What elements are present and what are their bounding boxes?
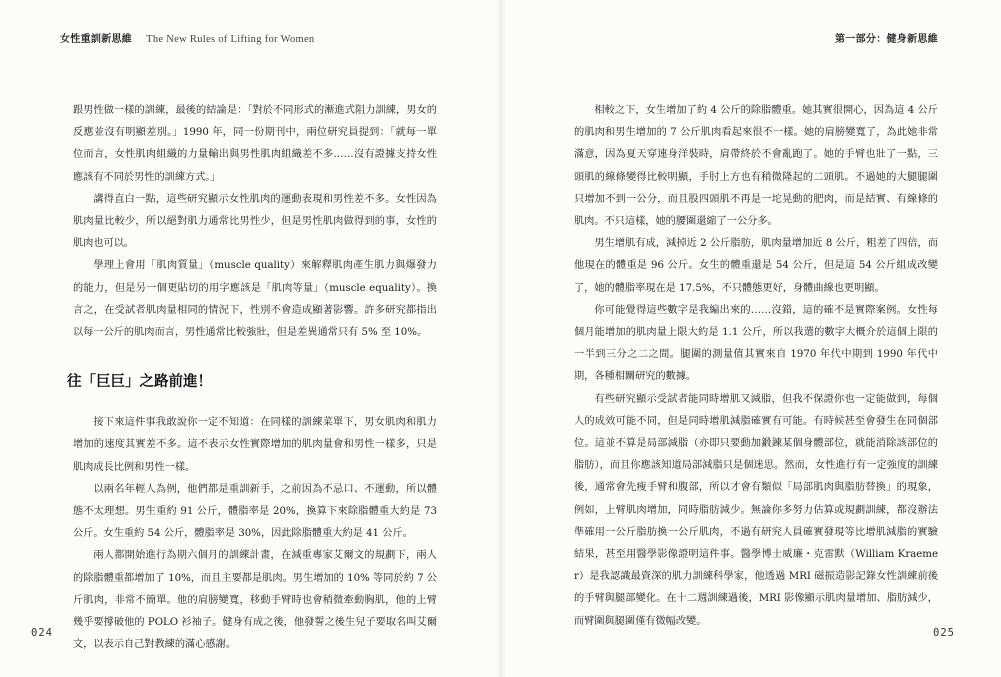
paragraph: 有些研究顯示受試者能同時增肌又減脂，但我不保證你也一定能做到，每個人的成效可能不同，但是同時增肌減脂確實有可能。有時候甚至會發生在同個部位。這並不算是局部減脂（亦即只要動加鍛鍊某個身體部位，就能消除該部位的脂肪），而且你應該知道局部減脂只是個迷思。然而，女性進行有一定強度的訓練後，通常會先瘦手臂和腹部，所以才會有類似「局部肌肉與脂肪替換」的現象，例如，上臂肌肉增加，同時脂肪減少。無論你多努力估算或規劃訓練，都沒辦法準確用一公斤脂肪換一公斤肌肉，不過有研究人員確實發現等比增肌減脂的實驗結果，甚至用醫學影像證明這件事。醫學博士威廉・克雷默（William Kraemer）是我認識最資深的肌力訓練科學家，他透過 MRI 磁振造影記錄女性訓練前後的手臂與腿部變化。在十二週訓練過後，MRI 影像顯示肌肉量增加、脂肪減少，而臂圍與腿圍僅有微幅改變。 [574, 393, 938, 627]
right-page [574, 100, 938, 633]
paragraph: 你可能覺得這些數字是我編出來的……沒錯，這的確不是實際案例。女性每個月能增加的肌肉量上限大約是 1.1 公斤，所以我選的數字大概介於這個上限的一半到三分之二之間。腿圍的測量值其實來自 1970 年代中期到 1990 年代中期，各種相關研究的數據。 [574, 304, 938, 383]
paragraph: 男生增肌有成，減掉近 2 公斤脂肪，肌肉量增加近 8 公斤，粗差了四倍，而他現在的體重是 96 公斤。女生的體重還是 54 公斤，但是這 54 公斤組成改變了，她的體脂率現在是 17.5%，不只體態更好，身體曲線也更明顯。 [574, 238, 938, 294]
section-heading: 往「巨巨」之路前進！ [67, 374, 212, 391]
page-gutter [496, 0, 506, 677]
page-number-left: 024 [31, 627, 53, 639]
paragraph: 講得直白一點，這些研究顯示女性肌肉的運動表現和男性差不多。女性因為肌肉量比較少，所以絕對肌力通常比男性少，但是男性肌肉做得到的事，女性的肌肉也可以。 [73, 193, 437, 250]
left-page [67, 100, 437, 656]
page-number-right: 025 [933, 627, 955, 639]
running-head-left [60, 30, 315, 45]
paragraph: 相較之下，女生增加了約 4 公斤的除脂體重。她其實很開心，因為這 4 公斤的肌肉和男生增加的 7 公斤肌肉看起來很不一樣。她的肩膀變寬了，為此她非常滿意，因為夏天穿連身洋裝時，肩帶終於不會亂跑了。她的手臂也壯了一點，三頭肌的線條變得比較明顯，手肘上方也有稍微隆起的二頭肌。不過她的大腿腿圍只增加不到一公分，而且股四頭肌不再是一坨晃動的肥肉，而是結實、有線條的肌肉。不只這樣，她的腰圍還縮了一公分多。 [574, 105, 938, 228]
running-head-right: 第一部分：健身新思維 [835, 34, 938, 45]
paragraph: 跟男性做一樣的訓練，最後的結論是：「對於不同形式的漸進式阻力訓練，男女的反應並沒有明顯差別。」1990 年，同一份期刊中，兩位研究員提到：「就每一單位而言，女性肌肉組織的力量輸出與男性肌肉組織差不多……沒有證據支持女性應該有不同於男性的訓練方式。」 [73, 105, 437, 183]
paragraph: 學理上會用「肌肉質量」（muscle quality）來解釋肌肉產生肌力與爆發力的能力，但是另一個更貼切的用字應該是「肌肉等量」（muscle equality）。換言之，在受試者肌肉量相同的情況下，性別不會造成顯著影響。許多研究都指出以每一公斤的肌肉而言，男性通常比較強壯，但是差異通常只有 5% 至 10%。 [73, 260, 437, 339]
paragraph: 以兩名年輕人為例，他們都是重訓新手，之前因為不忌口、不運動，所以體態不太理想。男生重約 91 公斤，體脂率是 20%，換算下來除脂體重大約是 73 公斤。女生重約 54 公斤，體脂率是 30%，因此除脂體重大約是 41 公斤。 [73, 483, 437, 540]
paragraph: 接下來這件事我敢說你一定不知道：在同樣的訓練菜單下，男女肌肉和肌力增加的速度其實差不多。這不表示女性實際增加的肌肉量會和男性一樣多，只是肌肉成長比例和男性一樣。 [73, 417, 437, 473]
book-title-zh: 女性重訓新思維 [60, 34, 133, 45]
book-title-en: The New Rules of Lifting for Women [146, 34, 315, 45]
paragraph: 兩人都開始進行為期六個月的訓練計畫，在減重專家艾爾文的規劃下，兩人的除脂體重都增加了 10%，而且主要都是肌肉。男生增加的 10% 等同於約 7 公斤肌肉，非常不簡單。他的肩膀變寬，移動手臂時也會稍微牽動胸肌，他的上臂幾乎要撐破他的 POLO 衫袖子。健身有成之後，他發誓之後生兒子要取名叫艾爾文，以表示自己對教練的滿心感謝。 [73, 550, 437, 651]
